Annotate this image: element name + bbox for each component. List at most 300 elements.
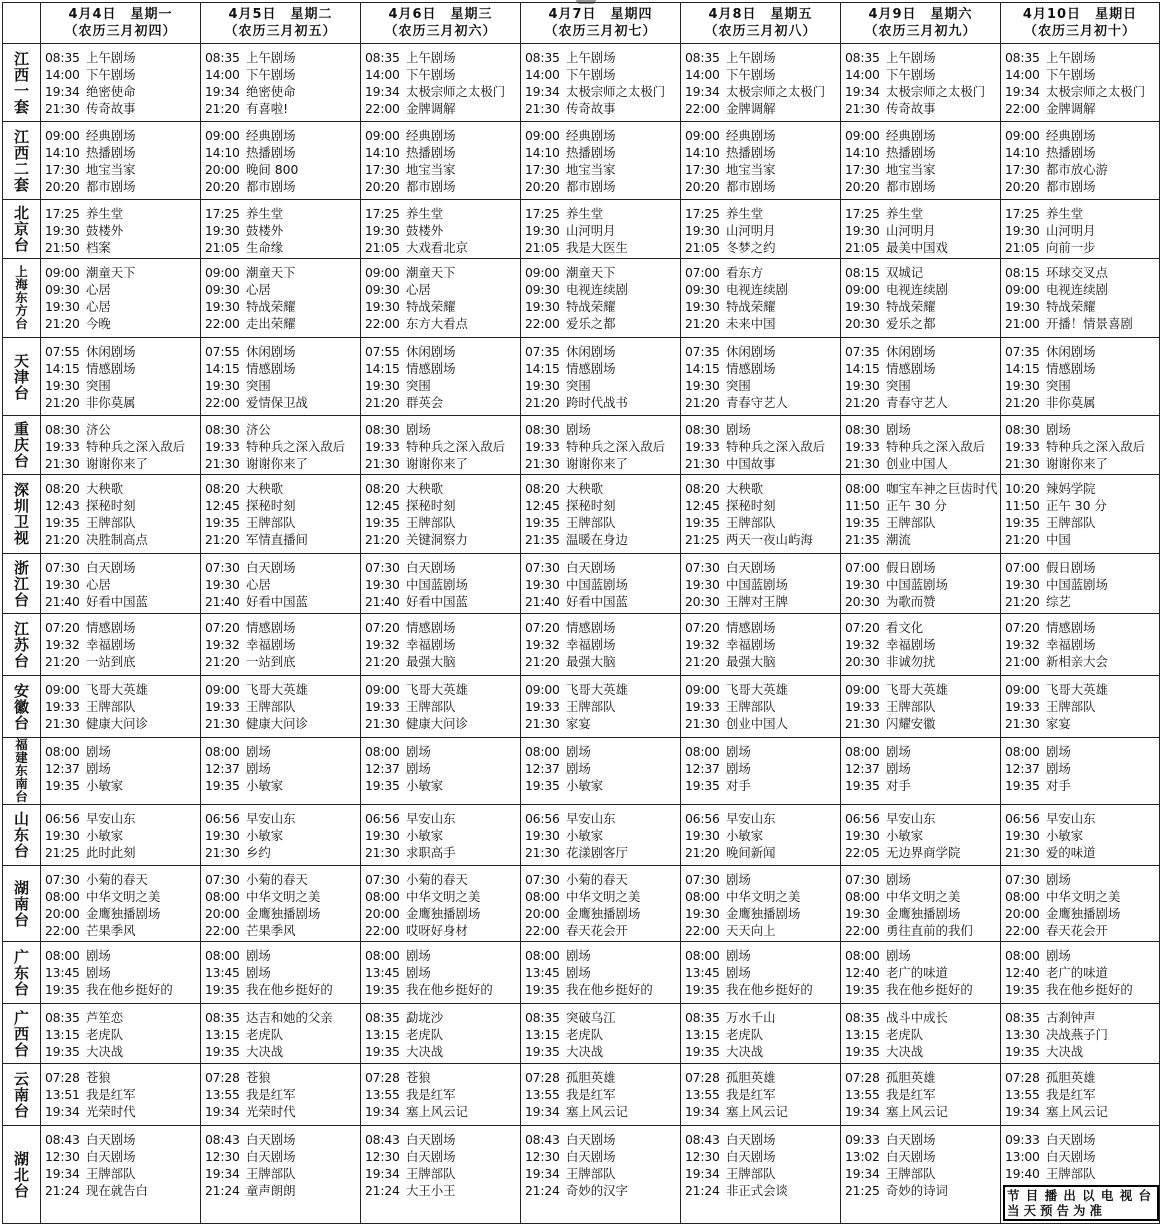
program-entry: [685, 100, 838, 117]
program-time: 14:10: [1005, 145, 1040, 160]
program-title: 情感剧场: [246, 620, 296, 635]
program-entry: [1005, 715, 1157, 732]
program-title: 小敏家: [566, 828, 604, 843]
program-entry: [685, 888, 838, 905]
program-entry: [365, 127, 518, 144]
program-title: 热播剧场: [246, 145, 296, 160]
program-entry: [365, 559, 518, 576]
program-time: 21:20: [45, 316, 80, 331]
program-entry: [1005, 844, 1157, 861]
program-entry: [365, 947, 518, 964]
program-entry: [525, 281, 678, 298]
program-time: 07:30: [1005, 872, 1040, 887]
program-time: 09:00: [525, 265, 560, 280]
program-time: 09:00: [45, 682, 80, 697]
program-time: 19:30: [205, 577, 240, 592]
program-title: 白天剧场: [726, 1132, 776, 1147]
program-time: 07:30: [205, 872, 240, 887]
program-entry: [45, 698, 198, 715]
program-title: 爱的味道: [1046, 845, 1096, 860]
program-title: 健康大问诊: [86, 716, 148, 731]
program-entry: [365, 810, 518, 827]
program-time: 12:30: [685, 1149, 720, 1164]
program-time: 09:00: [525, 682, 560, 697]
program-time: 14:10: [205, 145, 240, 160]
program-time: 07:55: [205, 344, 240, 359]
channel-row: [3, 805, 1160, 866]
program-title: 早安山东: [86, 811, 136, 826]
program-title: 养生堂: [886, 206, 924, 221]
channel-row: [3, 122, 1160, 200]
program-entry: [45, 264, 198, 281]
schedule-cell: [1001, 738, 1160, 805]
program-title: 白天剧场: [406, 1149, 456, 1164]
program-entry: [845, 1182, 998, 1199]
program-entry: [685, 593, 838, 610]
schedule-cell: [201, 942, 361, 1004]
program-entry: [365, 421, 518, 438]
program-time: 21:24: [205, 1183, 240, 1198]
program-title: 两天一夜山屿海: [726, 532, 813, 547]
program-entry: [45, 1043, 198, 1060]
program-time: 19:35: [45, 778, 80, 793]
program-title: 双城记: [886, 265, 924, 280]
program-entry: [685, 922, 838, 939]
program-time: 07:30: [525, 560, 560, 575]
schedule-cell: [41, 200, 201, 259]
program-entry: [685, 1182, 838, 1199]
schedule-cell: [521, 554, 681, 614]
channel-name-cell: [3, 676, 41, 738]
program-entry: [845, 531, 998, 548]
program-title: 奇妙的汉字: [566, 1183, 628, 1198]
program-title: 大决战: [886, 1044, 924, 1059]
program-entry: [45, 343, 198, 360]
program-time: 19:32: [1005, 637, 1040, 652]
program-time: 19:30: [45, 577, 80, 592]
program-time: 19:33: [845, 439, 880, 454]
program-title: 王牌部队: [246, 1166, 296, 1181]
program-entry: [365, 636, 518, 653]
program-entry: [685, 698, 838, 715]
program-entry: [1005, 497, 1157, 514]
program-time: 21:30: [205, 716, 240, 731]
program-time: 19:34: [1005, 1104, 1040, 1119]
program-entry: [365, 343, 518, 360]
program-entry: [1005, 239, 1157, 256]
program-time: 19:30: [685, 577, 720, 592]
program-entry: [205, 66, 358, 83]
program-title: 小敏家: [246, 828, 284, 843]
program-title: 光荣时代: [246, 1104, 296, 1119]
program-entry: [685, 827, 838, 844]
program-title: 乡约: [246, 845, 271, 860]
program-title: 热播剧场: [886, 145, 936, 160]
program-title: 心居: [246, 577, 271, 592]
program-entry: [845, 888, 998, 905]
program-time: 19:33: [1005, 699, 1040, 714]
program-time: 19:34: [365, 1104, 400, 1119]
program-time: 09:00: [1005, 282, 1040, 297]
channel-row: [3, 259, 1160, 338]
program-title: 潮童天下: [86, 265, 136, 280]
program-time: 19:35: [1005, 778, 1040, 793]
program-time: 08:35: [1005, 1010, 1040, 1025]
program-title: 王牌部队: [1046, 515, 1096, 530]
program-entry: [365, 239, 518, 256]
program-title: 塞上风云记: [726, 1104, 788, 1119]
channel-row: [3, 1004, 1160, 1064]
program-entry: [365, 1043, 518, 1060]
program-time: 19:35: [365, 1044, 400, 1059]
program-title: 古刹钟声: [1046, 1010, 1096, 1025]
program-entry: [205, 1086, 358, 1103]
program-time: 08:43: [205, 1132, 240, 1147]
program-time: 20:20: [525, 179, 560, 194]
program-entry: [205, 343, 358, 360]
program-title: 小敏家: [86, 778, 124, 793]
program-entry: [685, 1086, 838, 1103]
program-time: 19:30: [45, 223, 80, 238]
program-time: 19:34: [525, 84, 560, 99]
program-entry: [685, 681, 838, 698]
program-title: 白天剧场: [246, 1132, 296, 1147]
program-entry: [845, 438, 998, 455]
channel-name-cell: [3, 1126, 41, 1224]
program-entry: [1005, 760, 1157, 777]
program-title: 我是红军: [406, 1087, 456, 1102]
program-time: 20:00: [205, 162, 240, 177]
program-entry: [685, 127, 838, 144]
program-entry: [1005, 743, 1157, 760]
program-title: 健康大问诊: [406, 716, 468, 731]
program-time: 20:30: [845, 316, 880, 331]
channel-name-cell: [3, 866, 41, 942]
program-title: 地宝当家: [406, 162, 456, 177]
channel-name: 广西台: [13, 1008, 29, 1059]
program-title: 大决战: [86, 1044, 124, 1059]
channel-name-cell: [3, 44, 41, 122]
program-title: 温暖在身边: [566, 532, 628, 547]
program-time: 21:00: [1005, 654, 1040, 669]
program-time: 19:35: [525, 1044, 560, 1059]
program-time: 21:20: [845, 395, 880, 410]
program-time: 21:20: [685, 316, 720, 331]
program-title: 家宴: [1046, 716, 1071, 731]
program-title: 早安山东: [566, 811, 616, 826]
program-title: 东方大看点: [406, 316, 468, 331]
program-entry: [1005, 653, 1157, 670]
program-time: 13:45: [525, 965, 560, 980]
program-entry: [205, 1148, 358, 1165]
program-title: 正午 30 分: [886, 498, 947, 513]
program-time: 07:20: [45, 620, 80, 635]
schedule-cell: [201, 122, 361, 200]
program-entry: [205, 178, 358, 195]
schedule-cell: [521, 676, 681, 738]
program-title: 剧场: [726, 965, 751, 980]
program-title: 军情直播间: [246, 532, 308, 547]
program-time: 19:30: [525, 299, 560, 314]
program-title: 大决战: [566, 1044, 604, 1059]
program-title: 大秧歌: [86, 481, 124, 496]
program-entry: [525, 480, 678, 497]
program-title: 中华文明之美: [1046, 889, 1121, 904]
schedule-cell: [361, 738, 521, 805]
program-entry: [845, 619, 998, 636]
program-title: 老虎队: [886, 1027, 924, 1042]
program-title: 芒果季风: [86, 923, 136, 938]
program-entry: [205, 1026, 358, 1043]
program-time: 19:35: [365, 515, 400, 530]
program-entry: [205, 127, 358, 144]
program-title: 白天剧场: [246, 1149, 296, 1164]
program-entry: [45, 497, 198, 514]
program-entry: [685, 1043, 838, 1060]
program-title: 剧场: [406, 744, 431, 759]
program-time: 19:35: [45, 1044, 80, 1059]
schedule-cell: [1001, 416, 1160, 475]
program-time: 19:30: [45, 828, 80, 843]
program-entry: [525, 455, 678, 472]
program-entry: [205, 760, 358, 777]
day-lunar-date: （农历三月初七）: [544, 24, 657, 39]
channel-name: 云南台: [13, 1069, 29, 1120]
program-time: 08:00: [205, 948, 240, 963]
program-entry: [1005, 438, 1157, 455]
program-entry: [525, 298, 678, 315]
program-entry: [365, 576, 518, 593]
program-entry: [845, 981, 998, 998]
program-title: 王牌部队: [726, 699, 776, 714]
schedule-cell: [681, 200, 841, 259]
program-entry: [525, 239, 678, 256]
program-time: 19:30: [45, 299, 80, 314]
program-time: 17:25: [1005, 206, 1040, 221]
program-entry: [45, 559, 198, 576]
schedule-cell: [841, 1126, 1001, 1224]
schedule-cell: [521, 738, 681, 805]
program-time: 19:34: [365, 1166, 400, 1181]
program-entry: [845, 905, 998, 922]
program-time: 08:00: [685, 744, 720, 759]
program-entry: [45, 239, 198, 256]
program-title: 剧场: [86, 744, 111, 759]
program-title: 潮童天下: [246, 265, 296, 280]
program-entry: [365, 497, 518, 514]
schedule-cell: [201, 614, 361, 676]
program-entry: [685, 810, 838, 827]
schedule-cell: [361, 1126, 521, 1224]
program-entry: [205, 559, 358, 576]
program-time: 08:35: [845, 1010, 880, 1025]
program-title: 最美中国戏: [886, 240, 948, 255]
program-title: 飞哥大英雄: [1046, 682, 1108, 697]
program-entry: [1005, 531, 1157, 548]
program-entry: [45, 315, 198, 332]
program-title: 我在他乡挺好的: [726, 982, 813, 997]
program-time: 13:15: [685, 1027, 720, 1042]
program-entry: [45, 905, 198, 922]
program-time: 12:45: [685, 498, 720, 513]
schedule-cell: [361, 942, 521, 1004]
program-entry: [525, 49, 678, 66]
program-entry: [365, 1026, 518, 1043]
program-title: 春天花会开: [566, 923, 628, 938]
program-title: 都市放心游: [1046, 162, 1108, 177]
program-title: 晚间新闻: [726, 845, 776, 860]
schedule-cell: [681, 1004, 841, 1064]
program-title: 特战荣耀: [726, 299, 776, 314]
program-entry: [205, 298, 358, 315]
program-time: 13:51: [45, 1087, 80, 1102]
program-time: 19:32: [845, 637, 880, 652]
program-title: 上午剧场: [406, 50, 456, 65]
schedule-cell: [681, 738, 841, 805]
program-title: 开播！情景喜剧: [1046, 316, 1133, 331]
program-time: 17:30: [525, 162, 560, 177]
program-entry: [365, 360, 518, 377]
program-time: 21:05: [685, 240, 720, 255]
program-time: 08:30: [205, 422, 240, 437]
program-title: 我在他乡挺好的: [566, 982, 653, 997]
program-entry: [205, 315, 358, 332]
schedule-cell: [521, 1126, 681, 1224]
program-time: 19:35: [685, 1044, 720, 1059]
program-time: 19:33: [365, 699, 400, 714]
program-entry: [45, 760, 198, 777]
program-title: 太极宗师之太极门: [406, 84, 506, 99]
program-time: 08:00: [685, 889, 720, 904]
program-time: 08:00: [45, 948, 80, 963]
program-entry: [685, 636, 838, 653]
schedule-cell: [681, 259, 841, 338]
program-entry: [45, 377, 198, 394]
program-time: 12:30: [525, 1149, 560, 1164]
channel-name-cell: [3, 1004, 41, 1064]
program-entry: [525, 264, 678, 281]
corner-cell: [3, 3, 41, 44]
program-title: 白天剧场: [886, 1149, 936, 1164]
program-title: 一站到底: [86, 654, 136, 669]
program-title: 剧场: [566, 744, 591, 759]
program-entry: [525, 1026, 678, 1043]
program-title: 苍狼: [246, 1070, 271, 1085]
program-entry: [45, 144, 198, 161]
day-lunar-date: （农历三月初十）: [1023, 24, 1136, 39]
program-title: 为歌而赞: [886, 594, 936, 609]
program-entry: [45, 455, 198, 472]
program-title: 环球交叉点: [1046, 265, 1108, 280]
program-title: 大王小王: [406, 1183, 456, 1198]
program-time: 09:00: [1005, 128, 1040, 143]
program-title: 金鹰独播剧场: [726, 906, 801, 921]
program-title: 小菊的春天: [566, 872, 628, 887]
program-time: 19:30: [365, 378, 400, 393]
schedule-cell: [521, 614, 681, 676]
program-title: 小敏家: [406, 828, 444, 843]
program-time: 19:35: [525, 778, 560, 793]
program-entry: [685, 49, 838, 66]
schedule-cell: [841, 44, 1001, 122]
program-time: 07:35: [525, 344, 560, 359]
program-time: 20:20: [845, 179, 880, 194]
day-weekday: 星期二: [290, 7, 333, 22]
program-entry: [1005, 1165, 1157, 1182]
program-time: 09:33: [845, 1132, 880, 1147]
schedule-cell: [41, 122, 201, 200]
program-title: 电视连续剧: [886, 282, 948, 297]
channel-row: [3, 676, 1160, 738]
program-entry: [1005, 360, 1157, 377]
program-entry: [685, 760, 838, 777]
schedule-cell: [41, 614, 201, 676]
program-title: 跨时代战书: [566, 395, 628, 410]
channel-row: [3, 614, 1160, 676]
program-time: 09:00: [525, 128, 560, 143]
program-time: 22:00: [365, 101, 400, 116]
program-entry: [845, 421, 998, 438]
program-entry: [1005, 922, 1157, 939]
program-time: 19:34: [45, 1104, 80, 1119]
program-entry: [685, 1148, 838, 1165]
program-entry: [365, 922, 518, 939]
program-title: 剧场: [1046, 761, 1071, 776]
program-time: 19:30: [365, 299, 400, 314]
program-title: 好看中国蓝: [406, 594, 468, 609]
program-entry: [1005, 681, 1157, 698]
program-title: 突围: [1046, 378, 1071, 393]
program-time: 19:30: [685, 299, 720, 314]
program-entry: [845, 455, 998, 472]
program-time: 09:00: [1005, 682, 1040, 697]
program-entry: [205, 715, 358, 732]
program-entry: [45, 810, 198, 827]
schedule-cell: [41, 554, 201, 614]
program-time: 08:00: [685, 948, 720, 963]
program-title: 王牌部队: [886, 1166, 936, 1181]
program-title: 休闲剧场: [566, 344, 616, 359]
program-title: 生命缘: [246, 240, 284, 255]
program-entry: [365, 1009, 518, 1026]
day-header: [201, 3, 361, 44]
program-title: 走出荣耀: [246, 316, 296, 331]
program-time: 21:40: [45, 594, 80, 609]
program-entry: [365, 298, 518, 315]
program-time: 08:00: [525, 889, 560, 904]
program-title: 休闲剧场: [246, 344, 296, 359]
program-title: 中国蓝剧场: [566, 577, 628, 592]
program-time: 08:30: [1005, 422, 1040, 437]
program-entry: [845, 1086, 998, 1103]
schedule-cell: [1001, 259, 1160, 338]
program-entry: [365, 1103, 518, 1120]
schedule-cell: [41, 44, 201, 122]
schedule-cell: [201, 1064, 361, 1126]
program-time: 21:05: [365, 240, 400, 255]
program-time: 20:30: [845, 594, 880, 609]
program-entry: [685, 1009, 838, 1026]
program-time: 08:00: [365, 889, 400, 904]
program-time: 19:33: [845, 699, 880, 714]
program-entry: [685, 222, 838, 239]
program-title: 白天剧场: [1046, 1132, 1096, 1147]
program-title: 晚间 800: [246, 162, 299, 177]
program-time: 08:35: [45, 50, 80, 65]
program-title: 山河明月: [886, 223, 936, 238]
program-time: 19:30: [845, 299, 880, 314]
program-entry: [365, 760, 518, 777]
